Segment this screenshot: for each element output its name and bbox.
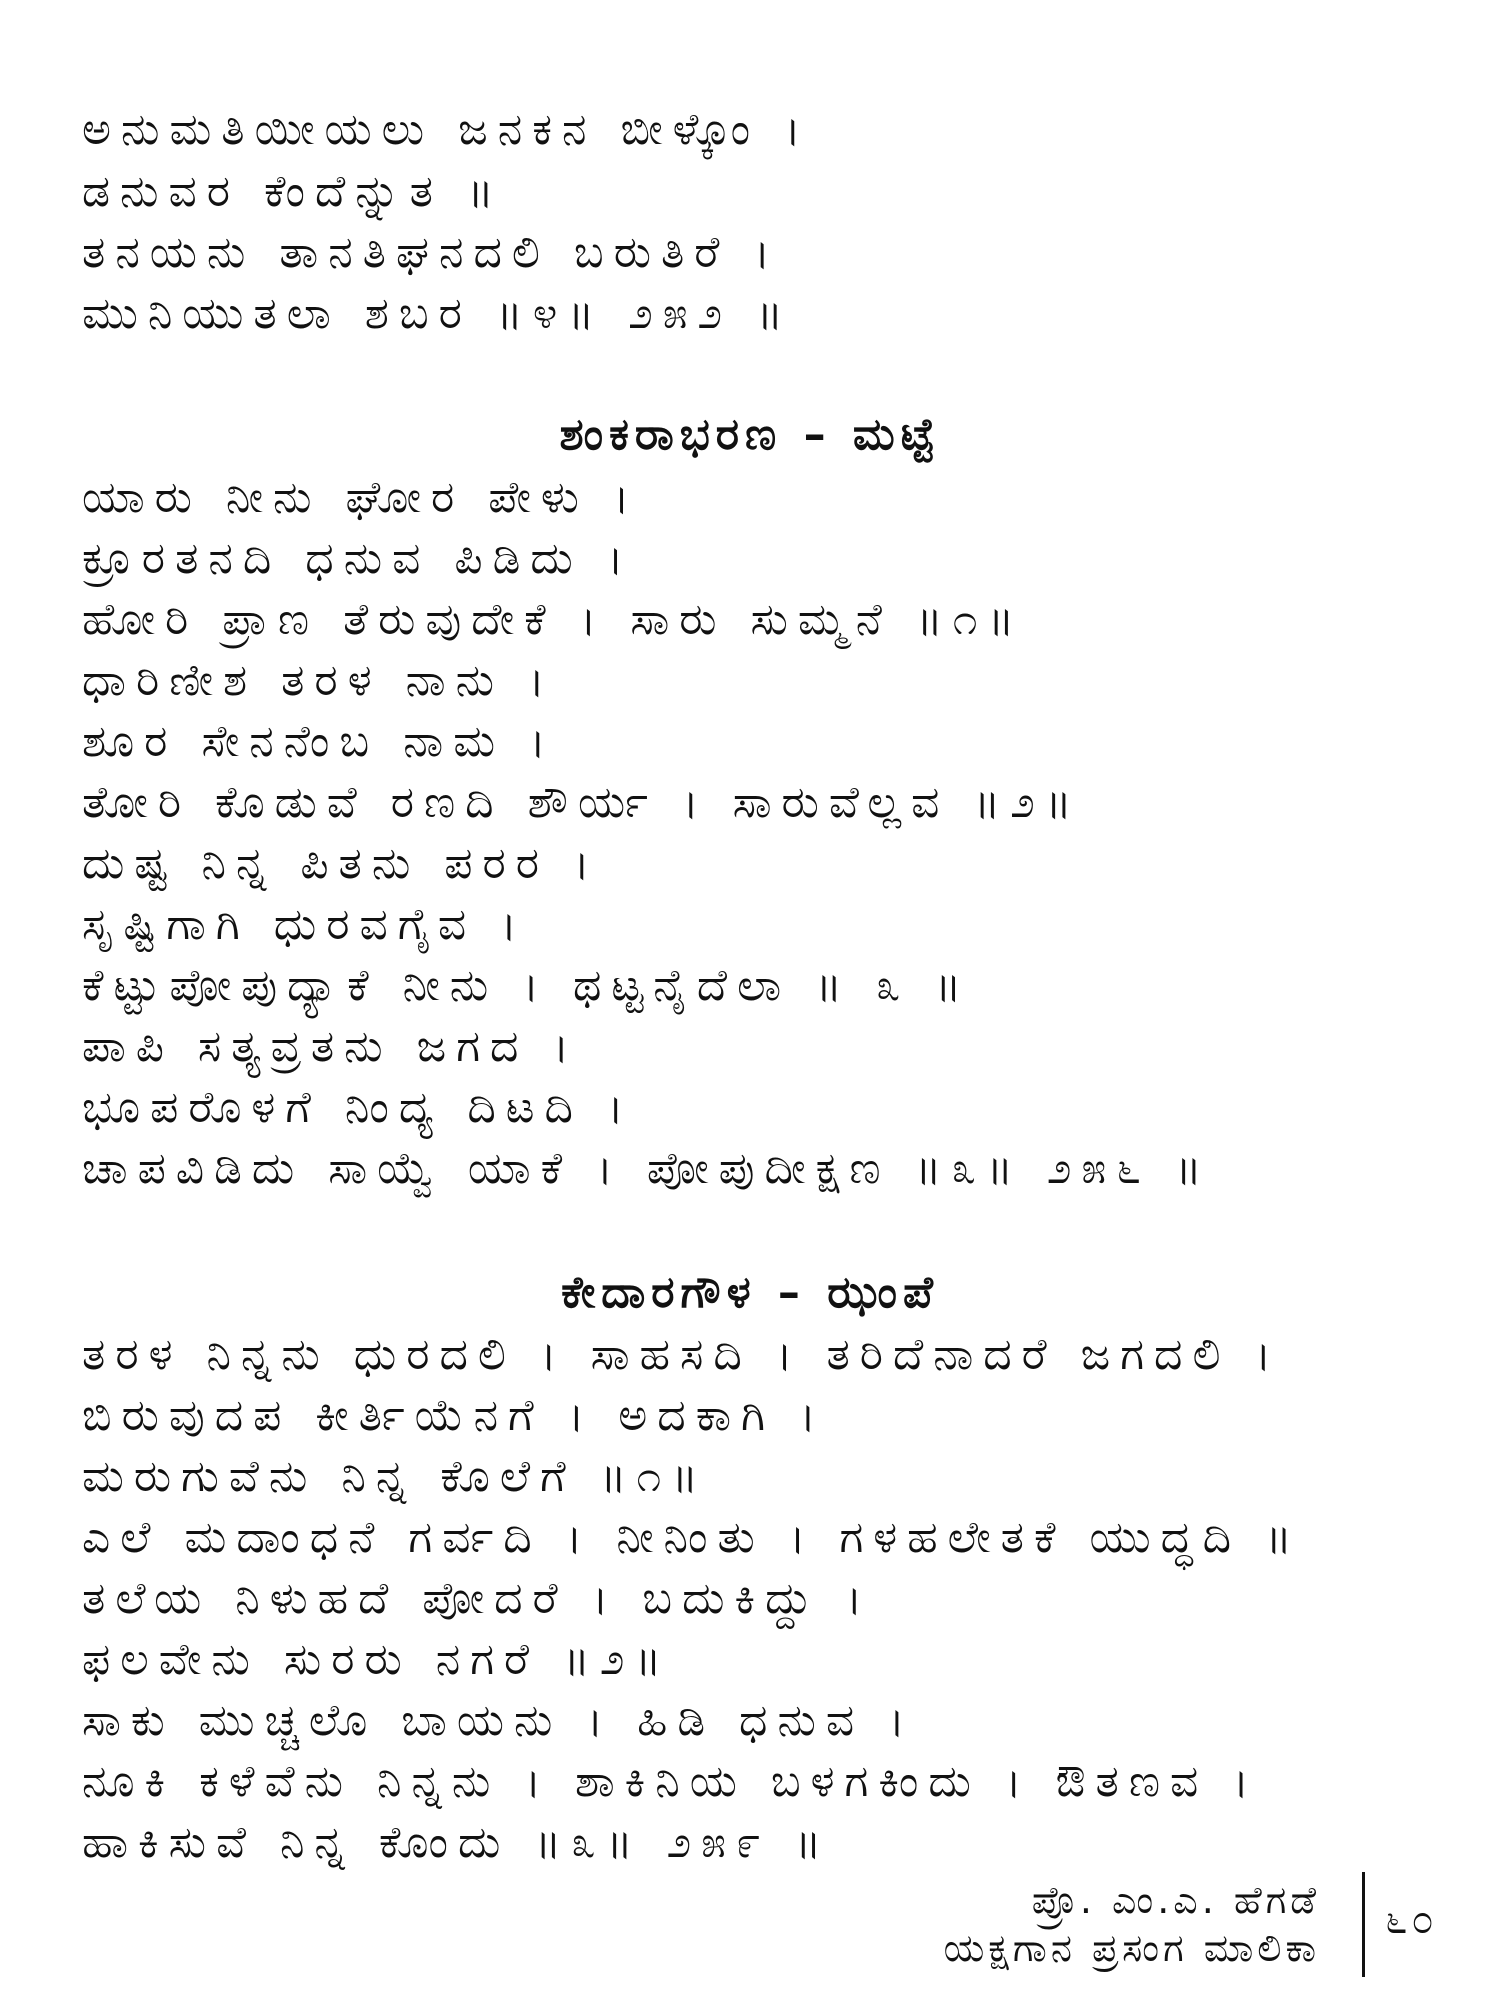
- verse-line: ಮರುಗುವೆನು ನಿನ್ನ ಕೊಲೆಗೆ ॥೧॥: [82, 1451, 708, 1502]
- verse-line: ತೋರಿ ಕೊಡುವೆ ರಣದಿ ಶೌರ್ಯ । ಸಾರುವೆಲ್ಲವ ॥೨॥: [82, 777, 1082, 828]
- verse-line: ಚಾಪವಿಡಿದು ಸಾಯ್ವೆ ಯಾಕೆ । ಪೋಪುದೀಕ್ಷಣ ॥೩॥ ೨೫೬ ॥: [82, 1143, 1212, 1194]
- verse-line: ಯಾರು ನೀನು ಘೋರ ಪೇಳು ।: [82, 472, 640, 523]
- verse-line: ಭೂಪರೊಳಗೆ ನಿಂದ್ಯ ದಿಟದಿ ।: [82, 1082, 634, 1133]
- page-number: ೬೦: [1385, 1897, 1438, 1943]
- verse-line: ಕೆಟ್ಟುಪೋಪುದ್ಯಾಕೆ ನೀನು । ಥಟ್ಟನೈದೆಲಾ ॥ ೩ ॥: [82, 960, 972, 1011]
- footer-book-title: ಯಕ್ಷಗಾನ ಪ್ರಸಂಗ ಮಾಲಿಕಾ: [943, 1926, 1320, 1970]
- verse-line: ಸಾಕು ಮುಚ್ಚಲೊ ಬಾಯನು । ಹಿಡಿ ಧನುವ ।: [82, 1695, 915, 1746]
- verse-line: ಪಾಪಿ ಸತ್ಯವ್ರತನು ಜಗದ ।: [82, 1021, 580, 1072]
- verse-line: ಹೋರಿ ಪ್ರಾಣ ತೆರುವುದೇಕೆ । ಸಾರು ಸುಮ್ಮನೆ ॥೧॥: [82, 594, 1025, 645]
- verse-line: ದುಷ್ಟ ನಿನ್ನ ಪಿತನು ಪರರ ।: [82, 838, 600, 889]
- verse-line: ಧಾರಿಣೀಶ ತರಳ ನಾನು ।: [82, 655, 555, 706]
- section-heading-shankarabharana: ಶಂಕರಾಭರಣ – ಮಟ್ಟೆ: [559, 409, 941, 460]
- section-heading-kedaragaula: ಕೇದಾರಗೌಳ – ಝಂಪೆ: [561, 1267, 939, 1318]
- verse-line: ತಲೆಯ ನಿಳುಹದೆ ಪೋದರೆ । ಬದುಕಿದ್ದು ।: [82, 1573, 873, 1624]
- verse-line: ಡನುವರ ಕೆಂದೆನ್ನುತ ॥: [82, 166, 504, 217]
- verse-line: ಹಾಕಿಸುವೆ ನಿನ್ನ ಕೊಂದು ॥೩॥ ೨೫೯ ॥: [82, 1817, 832, 1868]
- footer-author: ಪ್ರೊ. ಎಂ.ಎ. ಹೆಗಡೆ: [1031, 1878, 1320, 1922]
- verse-line: ಬಿರುವುದಪ ಕೀರ್ತಿಯೆನಗೆ । ಅದಕಾಗಿ ।: [82, 1390, 826, 1441]
- verse-line: ಅನುಮತಿಯೀಯಲು ಜನಕನ ಬೀಳ್ಕೊಂ ।: [82, 104, 811, 155]
- verse-line: ಎಲೆ ಮದಾಂಧನೆ ಗರ್ವದಿ । ನೀನಿಂತು । ಗಳಹಲೇತಕೆ ಯುದ್ಧದಿ ॥: [82, 1512, 1302, 1563]
- verse-line: ತರಳ ನಿನ್ನನು ಧುರದಲಿ । ಸಾಹಸದಿ । ತರಿದೆನಾದರೆ ಜಗದಲಿ ।: [82, 1329, 1282, 1380]
- verse-line: ನೂಕಿ ಕಳೆವೆನು ನಿನ್ನನು । ಶಾಕಿನಿಯ ಬಳಗಕಿಂದು । ಔತಣವ ।: [82, 1756, 1259, 1807]
- verse-line: ಶೂರ ಸೇನನೆಂಬ ನಾಮ ।: [82, 716, 556, 767]
- verse-line: ತನಯನು ತಾನತಿಘನದಲಿ ಬರುತಿರೆ ।: [82, 227, 781, 278]
- verse-line: ಫಲವೇನು ಸುರರು ನಗರೆ ॥೨॥: [82, 1634, 672, 1685]
- verse-line: ಕ್ರೂರತನದಿ ಧನುವ ಪಿಡಿದು ।: [82, 533, 634, 584]
- verse-line: ಸೃಷ್ಟಿಗಾಗಿ ಧುರವಗೈವ ।: [82, 899, 527, 950]
- footer-divider: [1362, 1872, 1365, 1977]
- verse-line: ಮುನಿಯುತಲಾ ಶಬರ ॥೪॥ ೨೫೨ ॥: [82, 288, 793, 339]
